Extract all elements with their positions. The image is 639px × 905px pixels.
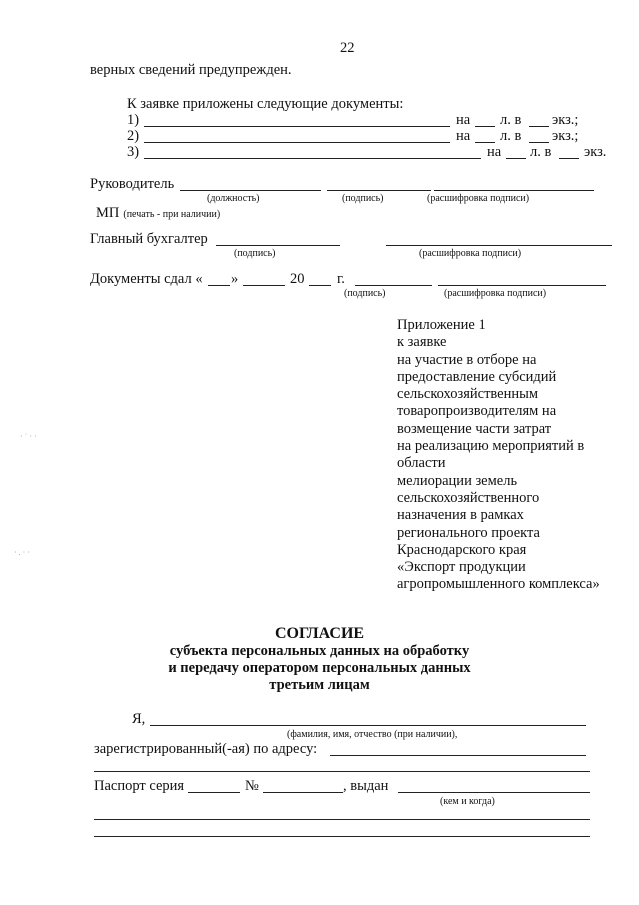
docs-item-name-field[interactable] xyxy=(144,126,450,127)
consent-passport-number-field[interactable] xyxy=(263,792,343,793)
accountant-decoding-field[interactable] xyxy=(386,245,612,246)
docs-item-name-field[interactable] xyxy=(144,158,481,159)
docs-heading: К заявке приложены следующие документы: xyxy=(127,96,404,112)
consent-number-sign: № xyxy=(245,778,259,794)
consent-issued-caption: (кем и когда) xyxy=(440,796,495,807)
consent-address-continuation-field[interactable] xyxy=(94,771,590,772)
consent-registered-label: зарегистрированный(-ая) по адресу: xyxy=(94,741,318,757)
appendix-line: мелиорации земель xyxy=(397,472,518,489)
appendix-line: возмещение части затрат xyxy=(397,420,552,437)
consent-fio-caption: (фамилия, имя, отчество (при наличии), xyxy=(287,729,458,740)
submitted-quote-close: » xyxy=(231,271,239,287)
submitted-year-prefix: 20 xyxy=(290,271,305,287)
docs-item-na: на xyxy=(456,112,471,128)
accountant-signature-field[interactable] xyxy=(216,245,340,246)
docs-item-ekz: экз.; xyxy=(552,112,579,128)
head-position-caption: (должность) xyxy=(207,193,260,204)
submitted-month-field[interactable] xyxy=(243,285,285,286)
consent-subtitle-line: и передачу оператором персональных данных xyxy=(168,660,471,676)
consent-i-label: Я, xyxy=(132,711,146,727)
docs-item-name-field[interactable] xyxy=(144,142,450,143)
consent-title: СОГЛАСИЕ xyxy=(274,625,365,642)
stamp-note: (печать - при наличии) xyxy=(123,209,221,220)
consent-passport-label: Паспорт серия xyxy=(94,778,185,794)
appendix-line: товаропроизводителям на xyxy=(397,403,557,420)
consent-fio-field[interactable] xyxy=(150,725,586,726)
accountant-signature-caption: (подпись) xyxy=(234,248,276,259)
stamp-label: МП xyxy=(96,205,120,221)
docs-item-number: 3) xyxy=(127,144,140,160)
docs-item-ekz: экз. xyxy=(584,144,607,160)
consent-subtitle-line: субъекта персональных данных на обработку xyxy=(169,643,470,659)
appendix-block xyxy=(397,317,632,594)
docs-item-copies-field[interactable] xyxy=(529,126,549,127)
head-label: Руководитель xyxy=(90,176,175,192)
accountant-decoding-caption: (расшифровка подписи) xyxy=(419,248,522,259)
submitted-decoding-caption: (расшифровка подписи) xyxy=(444,288,547,299)
docs-item-sheets-field[interactable] xyxy=(475,142,495,143)
appendix-line: Краснодарского края xyxy=(397,541,527,558)
appendix-line: регионального проекта xyxy=(397,524,540,541)
docs-item-sheets-field[interactable] xyxy=(475,126,495,127)
scan-speck: · . · · xyxy=(14,548,30,557)
consent-subtitle-line: третьим лицам xyxy=(269,677,370,693)
intro-line: верных сведений предупрежден. xyxy=(90,62,292,78)
appendix-line: назначения в рамках xyxy=(397,507,524,524)
scan-speck: · ˙ · · xyxy=(20,432,37,441)
head-signature-caption: (подпись) xyxy=(342,193,384,204)
docs-item-number: 2) xyxy=(127,128,140,144)
appendix-line: сельскохозяйственным xyxy=(397,386,539,403)
submitted-decoding-field[interactable] xyxy=(438,285,606,286)
appendix-line: на реализацию мероприятий в xyxy=(397,438,585,455)
submitted-day-field[interactable] xyxy=(208,285,230,286)
docs-item-number: 1) xyxy=(127,112,140,128)
head-decoding-caption: (расшифровка подписи) xyxy=(427,193,530,204)
docs-item-ekz: экз.; xyxy=(552,128,579,144)
submitted-signature-caption: (подпись) xyxy=(344,288,386,299)
appendix-line: Приложение 1 xyxy=(397,317,486,333)
submitted-signature-field[interactable] xyxy=(355,285,432,286)
appendix-line: сельскохозяйственного xyxy=(397,489,540,506)
appendix-line: области xyxy=(397,455,446,472)
docs-item-na: на xyxy=(487,144,502,160)
consent-issued-label: , выдан xyxy=(343,778,389,794)
appendix-line: агропромышленного комплекса» xyxy=(397,576,600,593)
head-signature-field[interactable] xyxy=(327,190,431,191)
docs-item-na: на xyxy=(456,128,471,144)
docs-item-copies-field[interactable] xyxy=(529,142,549,143)
appendix-line: «Экспорт продукции xyxy=(397,559,526,576)
submitted-label: Документы сдал « xyxy=(90,271,203,287)
docs-item-lv: л. в xyxy=(530,144,552,160)
submitted-year-suffix: г. xyxy=(337,271,345,287)
accountant-label: Главный бухгалтер xyxy=(90,231,208,247)
consent-issued-field[interactable] xyxy=(398,792,590,793)
docs-item-lv: л. в xyxy=(500,112,522,128)
docs-item-sheets-field[interactable] xyxy=(506,158,526,159)
page-number: 22 xyxy=(340,40,355,56)
submitted-year-field[interactable] xyxy=(309,285,331,286)
consent-issued-continuation-field[interactable] xyxy=(94,836,590,837)
consent-issued-continuation-field[interactable] xyxy=(94,819,590,820)
docs-item-lv: л. в xyxy=(500,128,522,144)
consent-passport-series-field[interactable] xyxy=(188,792,240,793)
head-position-field[interactable] xyxy=(180,190,321,191)
appendix-line: к заявке xyxy=(397,334,447,351)
head-decoding-field[interactable] xyxy=(434,190,594,191)
appendix-line: на участие в отборе на xyxy=(397,351,537,368)
docs-item-copies-field[interactable] xyxy=(559,158,579,159)
appendix-line: предоставление субсидий xyxy=(397,368,557,385)
consent-address-field[interactable] xyxy=(330,755,586,756)
